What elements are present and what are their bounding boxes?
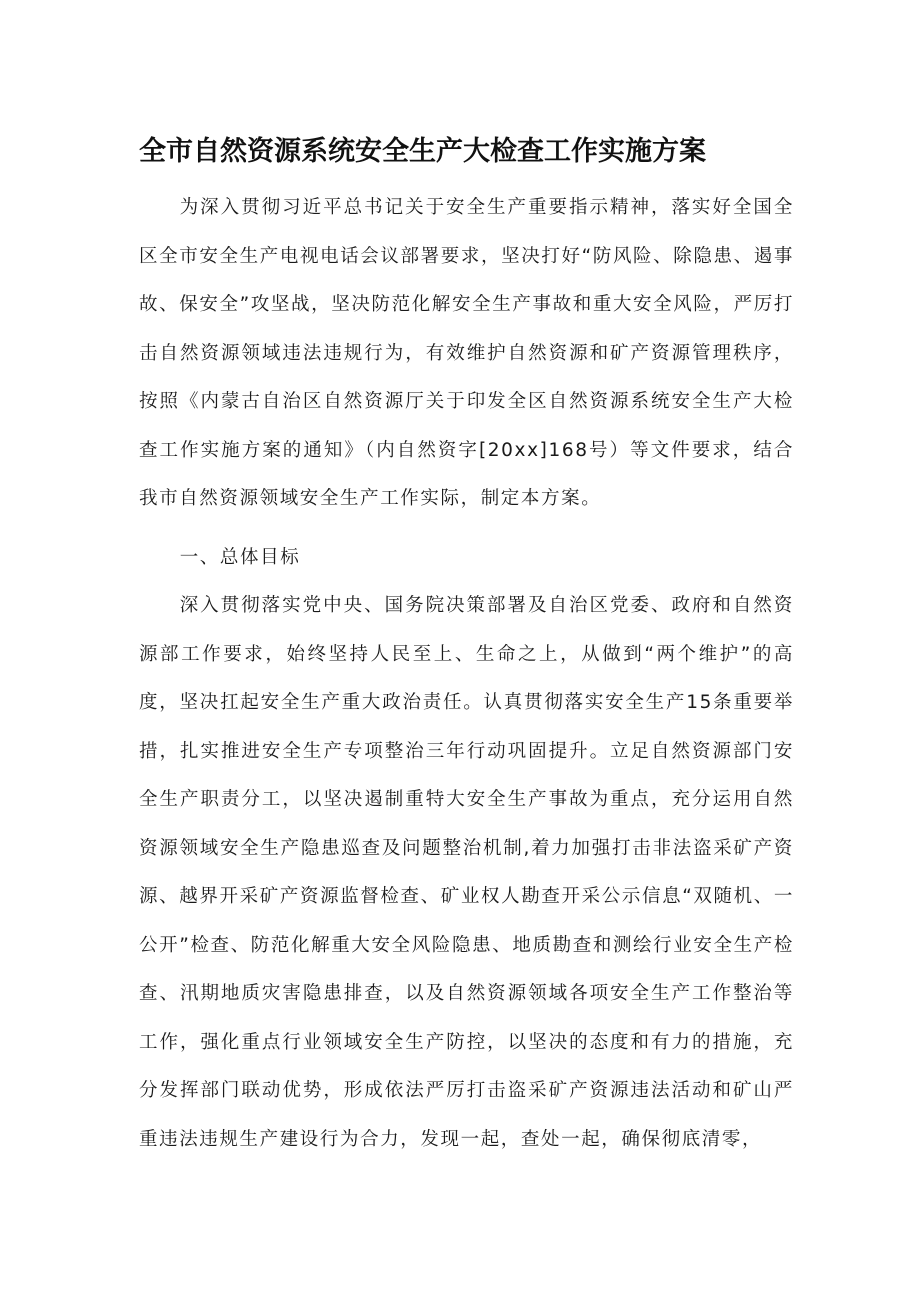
section-paragraph-overall-goal: 深入贯彻落实党中央、国务院决策部署及自治区党委、政府和自然资源部工作要求，始终坚持人民至上、生命之上，从做到“两个维护”的高度，坚决扛起安全生产重大政治责任。认真贯彻落实安全生产15条重要举措，扎实推进安全生产专项整治三年行动巩固提升。立足自然资源部门安全生产职责分工，以坚决遏制重特大安全生产事故为重点，充分运用自然资源领域安全生产隐患巡查及问题整治机制,着力加强打击非法盗采矿产资源、越界开采矿产资源监督检查、矿业权人勘查开采公示信息“双随机、一公开”检查、防范化解重大安全风险隐患、地质勘查和测绘行业安全生产检查、汛期地质灾害隐患排查，以及自然资源领域各项安全生产工作整治等工作，强化重点行业领域安全生产防控，以坚决的态度和有力的措施，充分发挥部门联动优势，形成依法严厉打击盗采矿产资源违法活动和矿山严重违法违规生产建设行为合力，发现一起，查处一起，确保彻底清零，	[139, 595, 794, 1150]
section-heading-overall-goal: 一、总体目标	[179, 547, 301, 568]
intro-paragraph: 为深入贯彻习近平总书记关于安全生产重要指示精神，落实好全国全区全市安全生产电视电话会议部署要求，坚决打好“防风险、除隐患、遏事故、保安全”攻坚战，坚决防范化解安全生产事故和重大安全风险，严厉打击自然资源领域违法违规行为，有效维护自然资源和矿产资源管理秩序，按照《内蒙古自治区自然资源厅关于印发全区自然资源系统安全生产大检查工作实施方案的通知》（内自然资字[20xx]168号）等文件要求，结合我市自然资源领域安全生产工作实际，制定本方案。	[139, 197, 794, 509]
document-title: 全市自然资源系统安全生产大检查工作实施方案	[139, 136, 706, 167]
